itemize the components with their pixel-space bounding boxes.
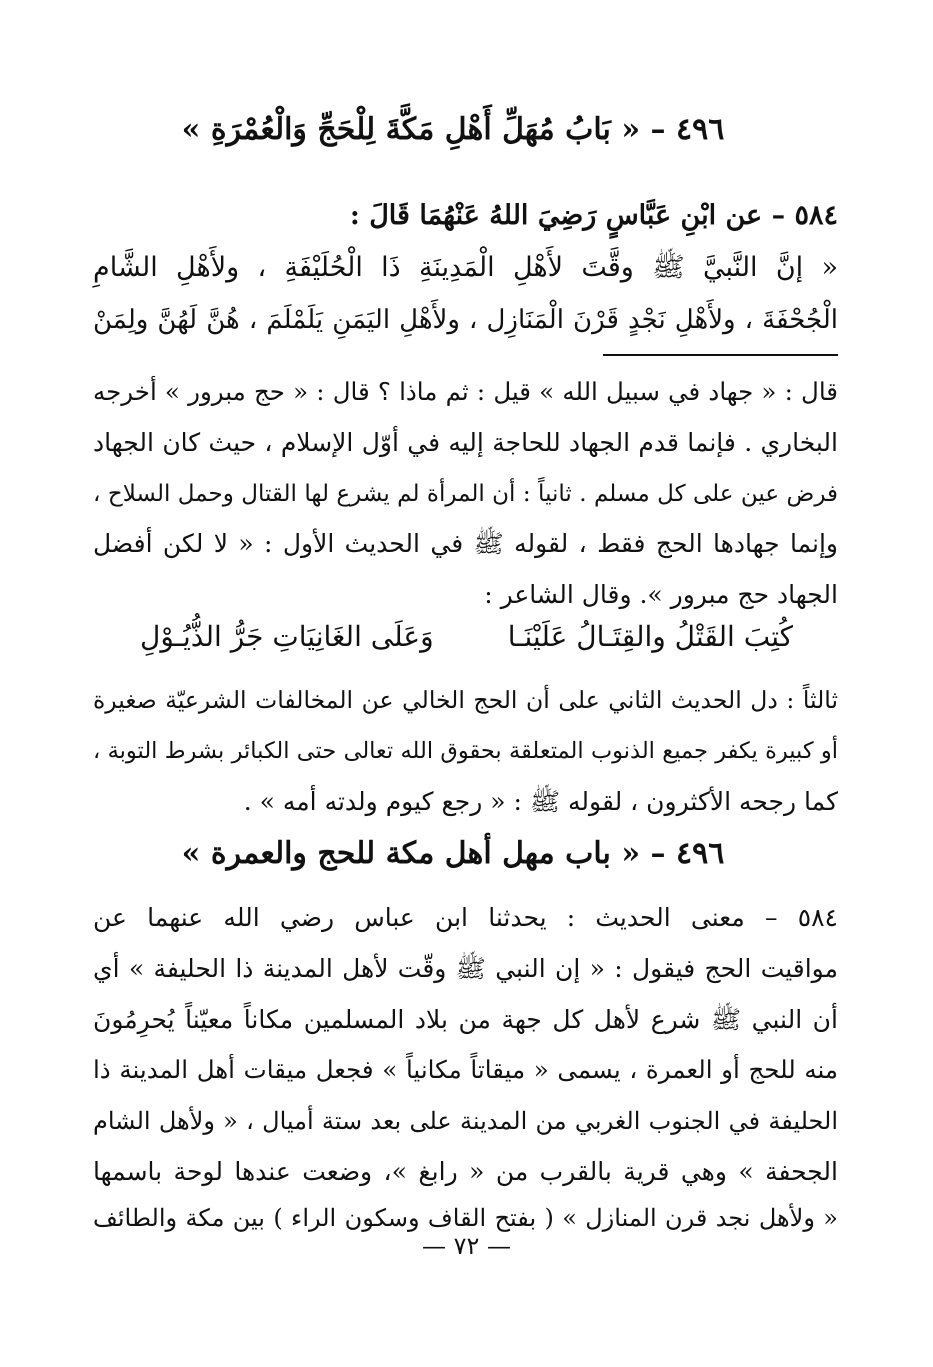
page-number: — ٧٢ — (421, 1232, 512, 1260)
footnote-line: البخاري . فإنما قدم الجهاد للحاجة إليه في أوّل الإسلام ، حيث كان الجهاد (93, 428, 838, 457)
footnote-line: كما رجحه الأكثرون ، لقوله ﷺ : « رجع كيوم ولدته أمه » . (243, 787, 838, 816)
commentary-line: « ولأهل نجد قرن المنازل » ( بفتح القاف وسكون الراء ) بين مكة والطائف (93, 1204, 838, 1232)
footnote-line: ثالثاً : دل الحديث الثاني على أن الحج الخالي عن المخالفات الشرعيّة صغيرة (93, 686, 838, 714)
chapter-heading: ٤٩٦ – « بَابُ مُهَلِّ أَهْلِ مَكَّةَ لِلْحَجِّ وَالْعُمْرَةِ » (181, 112, 725, 147)
commentary-line: الحليفة في الجنوب الغربي من المدينة على بعد ستة أميال ، « ولأهل الشام (93, 1107, 838, 1135)
commentary-line: منه للحج أو العمرة ، يسمى « ميقاتاً مكانياً » فجعل ميقات أهل المدينة ذا (93, 1055, 838, 1084)
footnote-separator (603, 354, 838, 356)
commentary-line: الجحفة » وهي قرية بالقرب من « رابغ »، وضعت عندها لوحة باسمها (93, 1157, 838, 1186)
commentary-heading: ٤٩٦ – « باب مهل أهل مكة للحج والعمرة » (181, 836, 725, 871)
footnote-line: فرض عين على كل مسلم . ثانياً : أن المرأة لم يشرع لها القتال وحمل السلاح ، (93, 481, 838, 507)
footnote-line: وإنما جهادها الحج فقط ، لقوله ﷺ في الحديث الأول : « لا لكن أفضل (93, 529, 838, 558)
verse-first-hemistich: كُتِبَ القَتْلُ والقِتَـالُ عَلَيْنَـا (507, 620, 793, 653)
hadith-text-line: « إنَّ النَّبيَّ ﷺ وقَّتَ لأَهْلِ الْمَدِينَةِ ذَا الْحُلَيْفَةِ ، ولأَهْلِ الشَّامِ (93, 252, 838, 283)
commentary-line: ٥٨٤ – معنى الحديث : يحدثنا ابن عباس رضي الله عنهما عن (93, 903, 838, 932)
verse-second-hemistich: وَعَلَى الغَانِيَاتِ جَرُّ الذُّيُـوْلِ (140, 620, 434, 653)
footnote-line: الجهاد حج مبرور ». وقال الشاعر : (484, 580, 838, 609)
commentary-line: مواقيت الحج فيقول : « إن النبي ﷺ وقّت لأهل المدينة ذا الحليفة » أي (93, 954, 838, 983)
commentary-line: أن النبي ﷺ شرع لأهل كل جهة من بلاد المسلمين مكاناً معيّناً يُحرِمُونَ (93, 1005, 838, 1034)
footnote-line: قال : « جهاد في سبيل الله » قيل : ثم ماذا ؟ قال : « حج مبرور » أخرجه (93, 377, 838, 406)
hadith-intro: ٥٨٤ – عن ابْنِ عَبَّاسٍ رَضِيَ اللهُ عَنْهُمَا قَالَ : (349, 200, 838, 231)
hadith-text-line: الْجُحْفَةَ ، ولأَهْلِ نَجْدٍ قَرْنَ الْمَنَازِل ، ولأَهْلِ اليَمَنِ يَلَمْلَمَ ، هُنَّ لَهُنَّ ولِمَنْ (93, 305, 838, 335)
footnote-line: أو كبيرة يكفر جميع الذنوب المتعلقة بحقوق الله تعالى حتى الكبائر بشرط التوبة ، (93, 738, 838, 764)
